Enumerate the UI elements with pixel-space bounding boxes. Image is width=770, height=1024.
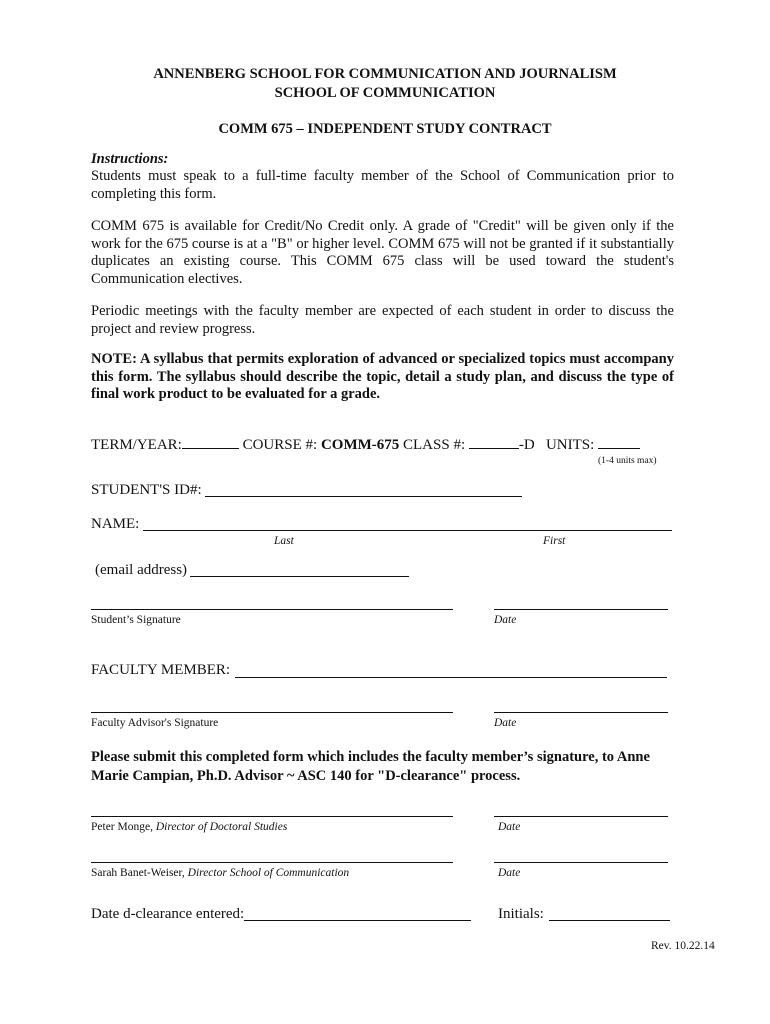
banet-signature-field[interactable]: [91, 862, 453, 863]
units-hint: (1-4 units max): [598, 456, 657, 466]
student-signature-caption: Student’s Signature: [91, 614, 181, 626]
revision-date: Rev. 10.22.14: [651, 940, 715, 952]
faculty-signature-caption: Faculty Advisor's Signature: [91, 717, 219, 729]
class-number-label: CLASS #:: [399, 437, 469, 453]
faculty-member-field[interactable]: [235, 677, 667, 678]
units-label: UNITS:: [545, 437, 595, 453]
instructions-heading: Instructions:: [91, 151, 169, 167]
monge-title: Director of Doctoral Studies: [155, 821, 288, 833]
units-field[interactable]: [598, 436, 640, 449]
instructions-paragraph-2: COMM 675 is available for Credit/No Credit only. A grade of "Credit" will be given only if the work for the 675 course is at a "B" or higher level. COMM 675 will not be granted if it substantially duplicates an existing course. This COMM 675 class will be used toward the student's Communication electives.: [91, 218, 674, 287]
banet-date-field[interactable]: [494, 862, 668, 863]
email-field[interactable]: [190, 576, 409, 577]
faculty-date-field[interactable]: [494, 712, 668, 713]
faculty-signature-field[interactable]: [91, 712, 453, 713]
last-name-caption: Last: [274, 535, 294, 547]
term-course-row: [91, 436, 640, 454]
email-label: (email address): [95, 562, 188, 578]
banet-caption: [91, 867, 349, 879]
student-signature-field[interactable]: [91, 609, 453, 610]
term-year-label: TERM/YEAR:: [91, 437, 182, 453]
monge-name: Peter Monge,: [91, 821, 156, 833]
monge-date-field[interactable]: [494, 816, 668, 817]
dclearance-field[interactable]: [244, 920, 471, 921]
school-name: ANNENBERG SCHOOL FOR COMMUNICATION AND JOURNALISM: [153, 66, 617, 82]
class-number-suffix: -D: [518, 437, 535, 453]
faculty-member-label: FACULTY MEMBER:: [91, 662, 231, 678]
monge-caption: [91, 821, 287, 833]
course-number-label: COURSE #:: [242, 437, 321, 453]
monge-signature-field[interactable]: [91, 816, 453, 817]
instructions-paragraph-3: Periodic meetings with the faculty member are expected of each student in order to discuss the project and review progress.: [91, 303, 674, 337]
course-number-value: COMM-675: [320, 437, 400, 453]
term-year-field[interactable]: [182, 436, 239, 449]
dclearance-label: Date d-clearance entered:: [91, 906, 245, 922]
banet-title: Director School of Communication: [187, 867, 350, 879]
banet-date-caption: Date: [498, 867, 521, 879]
student-id-label: STUDENT'S ID#:: [91, 482, 202, 498]
student-date-field[interactable]: [494, 609, 668, 610]
syllabus-note: NOTE: A syllabus that permits exploration of advanced or specialized topics must accompany this form. The syllabus should describe the topic, detail a study plan, and discuss the type of final work product to be evaluated for a grade.: [91, 351, 674, 402]
first-name-caption: First: [543, 535, 566, 547]
banet-name: Sarah Banet-Weiser,: [91, 867, 188, 879]
monge-date-caption: Date: [498, 821, 521, 833]
form-title: COMM 675 – INDEPENDENT STUDY CONTRACT: [218, 121, 552, 137]
student-id-field[interactable]: [205, 496, 522, 497]
name-field[interactable]: [143, 530, 672, 531]
submit-instructions: Please submit this completed form which includes the faculty member’s signature, to Anne Marie Campian, Ph.D. Advisor ~ ASC 140 for "D-clearance" process.: [91, 749, 650, 784]
initials-field[interactable]: [549, 920, 670, 921]
name-label: NAME:: [91, 516, 140, 532]
instructions-paragraph-1: Students must speak to a full-time faculty member of the School of Communication prior to completing this form.: [91, 168, 674, 202]
student-date-caption: Date: [494, 614, 517, 626]
class-number-field[interactable]: [469, 436, 519, 449]
department-name: SCHOOL OF COMMUNICATION: [274, 85, 496, 101]
faculty-date-caption: Date: [494, 717, 517, 729]
initials-label: Initials:: [498, 906, 544, 922]
